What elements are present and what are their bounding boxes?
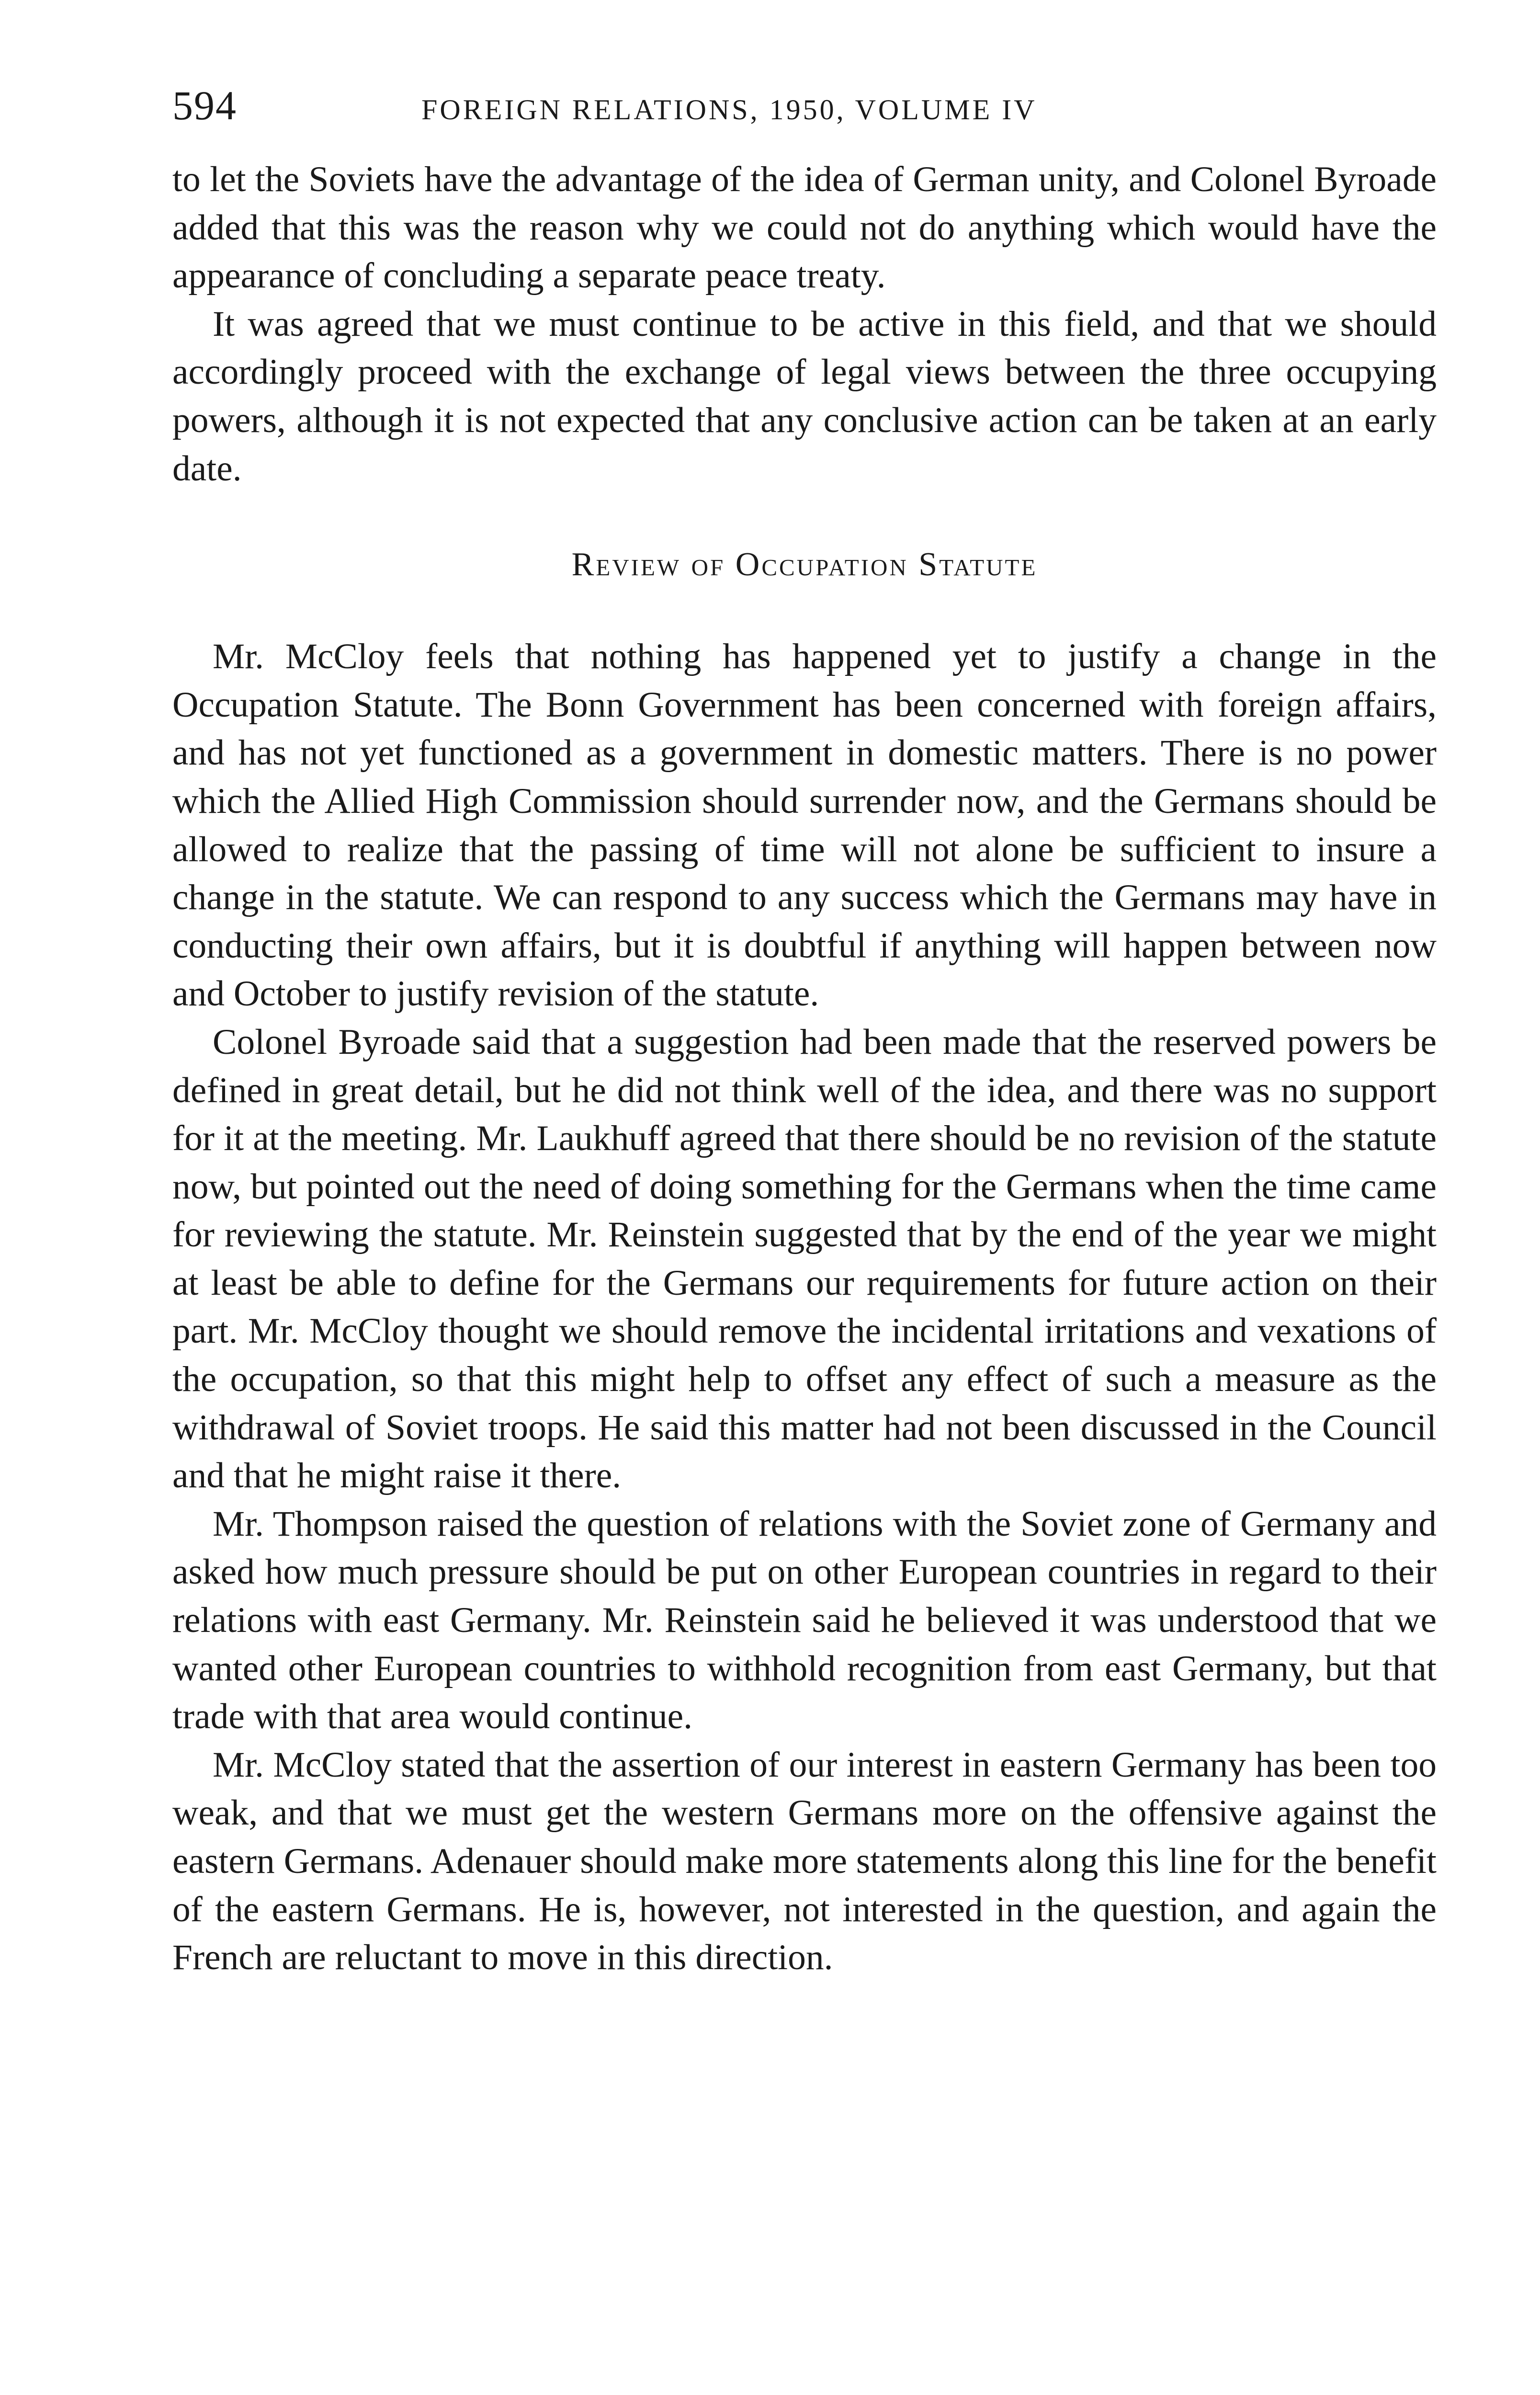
paragraph: Mr. Thompson raised the question of relations with the Soviet zone of Germany and asked how much pressure should be put on other European countries in regard to their relations with east Germany. Mr. Reinstein said he believed it was understood that we wanted other European countries to withhold recognition from east Germany, but that trade with that area would continue.: [172, 1504, 1437, 1737]
section-heading: Review of Occupation Statute: [571, 546, 1038, 583]
paragraph: Mr. McCloy stated that the assertion of our interest in eastern Germany has been too weak, and that we must get the western Germans more on the offensive against the eastern Germans. Adenauer should make more statements along this line for the benefit of the eastern Germans. He is, however, not interested in the question, and again the French are reluctant to move in this direction.: [172, 1745, 1437, 1978]
page-header: [172, 81, 1437, 134]
paragraph-continued: to let the Soviets have the advantage of the idea of German unity, and Colonel Byroade added that this was the reason why we could not do anything which would have the appearance of concluding a separate peace treaty.: [172, 160, 1437, 296]
running-title: FOREIGN RELATIONS, 1950, VOLUME IV: [421, 94, 1037, 125]
body-text: [172, 156, 1437, 1982]
document-page: [172, 81, 1437, 1982]
paragraph: It was agreed that we must continue to be active in this field, and that we should accordingly proceed with the exchange of legal views between the three occupying powers, although it is not expected that any conclusive action can be taken at an early date.: [172, 304, 1437, 489]
paragraph: Mr. McCloy feels that nothing has happened yet to justify a change in the Occupation Statute. The Bonn Government has been concerned with foreign affairs, and has not yet functioned as a government in domestic matters. There is no power which the Allied High Commission should surrender now, and the Germans should be allowed to realize that the passing of time will not alone be sufficient to insure a change in the statute. We can respond to any success which the Germans may have in conducting their own affairs, but it is doubtful if anything will happen between now and October to justify revision of the statute.: [172, 637, 1437, 1014]
page-number: 594: [172, 82, 237, 128]
paragraph: Colonel Byroade said that a suggestion had been made that the reserved powers be defined in great detail, but he did not think well of the idea, and there was no support for it at the meeting. Mr. Laukhuff agreed that there should be no revision of the statute now, but pointed out the need of doing something for the Germans when the time came for reviewing the statute. Mr. Reinstein suggested that by the end of the year we might at least be able to define for the Germans our requirements for future action on their part. Mr. McCloy thought we should remove the incidental irritations and vexations of the occupation, so that this might help to offset any effect of such a measure as the withdrawal of Soviet troops. He said this matter had not been discussed in the Council and that he might raise it there.: [172, 1022, 1437, 1496]
